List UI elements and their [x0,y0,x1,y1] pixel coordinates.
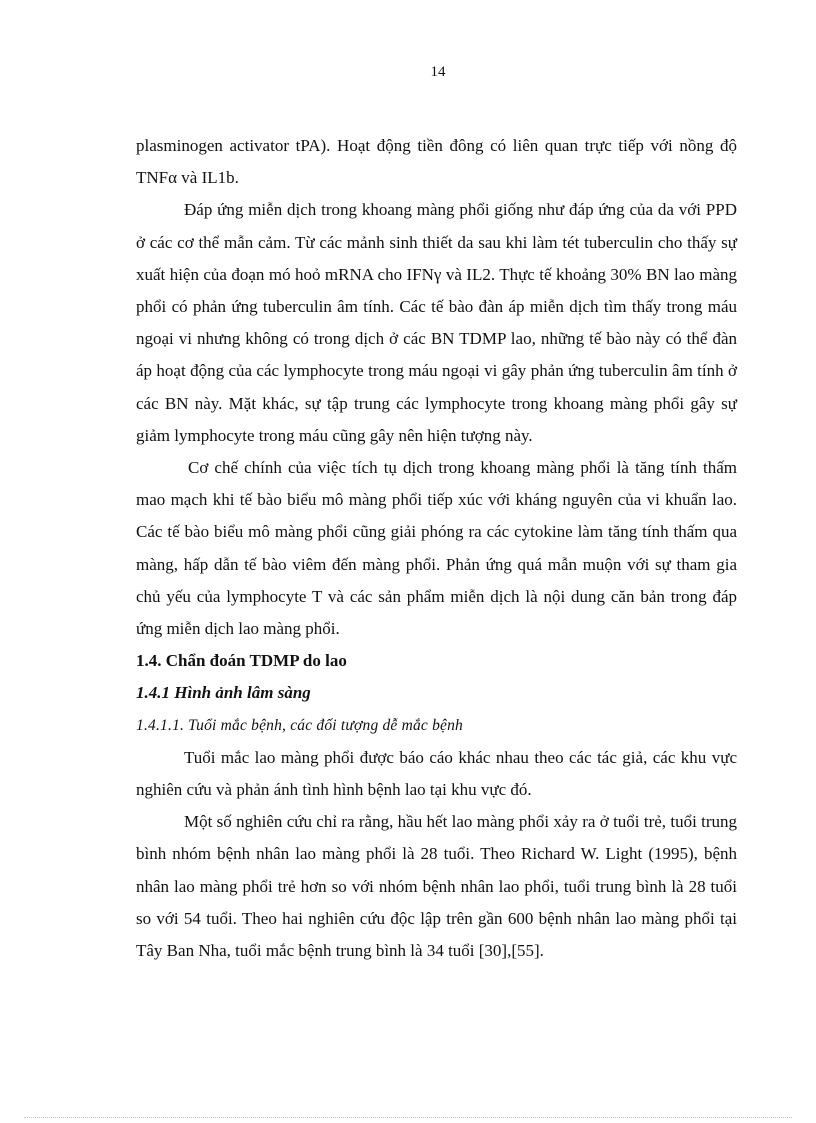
page-number: 14 [430,64,446,80]
paragraph-mechanism: Cơ chế chính của việc tích tụ dịch trong khoang màng phổi là tăng tính thấm mao mạch khi tế bào biểu mô màng phổi tiếp xúc với kháng nguyên của vi khuẩn lao. Các tế bào biểu mô màng phổi cũng giải phóng ra các cytokine làm tăng tính thấm qua màng, hấp dẫn tế bào viêm đến màng phổi. Phản ứng quá mẫn muộn với sự tham gia chủ yếu của lymphocyte T và các sản phẩm miễn dịch là nội dung căn bản trong đáp ứng miễn dịch lao màng phổi. [136,458,737,639]
section-heading-1-4: 1.4. Chẩn đoán TDMP do lao [136,651,347,671]
page-bottom-divider [24,1117,792,1118]
paragraph-tpa: plasminogen activator tPA). Hoạt động tiền đông có liên quan trực tiếp với nồng độ TNFα và IL1b. [136,136,737,188]
section-heading-1-4-1-1: 1.4.1.1. Tuổi mắc bệnh, các đối tượng dễ mắc bệnh [136,716,464,734]
paragraph-studies: Một số nghiên cứu chỉ ra rằng, hầu hết lao màng phổi xảy ra ở tuổi trẻ, tuổi trung bình nhóm bệnh nhân lao màng phổi là 28 tuổi. Theo Richard W. Light (1995), bệnh nhân lao màng phổi trẻ hơn so với nhóm bệnh nhân lao phổi, tuổi trung bình là 28 tuổi so với 54 tuổi. Theo hai nghiên cứu độc lập trên gần 600 bệnh nhân lao màng phổi tại Tây Ban Nha, tuổi mắc bệnh trung bình là 34 tuổi [30],[55]. [136,812,737,961]
paragraph-immune-response: Đáp ứng miễn dịch trong khoang màng phổi giống như đáp ứng của da với PPD ở các cơ thể mẫn cảm. Từ các mảnh sinh thiết da sau khi làm tét tuberculin cho thấy sự xuất hiện của đoạn mó hoỏ mRNA cho IFNγ và IL2. Thực tế khoảng 30% BN lao màng phổi có phản ứng tuberculin âm tính. Các tế bào đàn áp miễn dịch tìm thấy trong máu ngoại vi nhưng không có trong dịch ở các BN TDMP lao, những tế bào này có thể đàn áp hoạt động của các lymphocyte trong máu ngoại vi gây phản ứng tuberculin âm tính ở các BN này. Mặt khác, sự tập trung các lymphocyte trong khoang màng phổi gây sự giảm lymphocyte trong máu cũng gây nên hiện tượng này. [136,200,737,445]
section-heading-1-4-1: 1.4.1 Hình ảnh lâm sàng [136,683,311,703]
paragraph-age: Tuổi mắc lao màng phổi được báo cáo khác nhau theo các tác giả, các khu vực nghiên cứu và phản ánh tình hình bệnh lao tại khu vực đó. [136,747,737,800]
document-body [136,130,737,967]
